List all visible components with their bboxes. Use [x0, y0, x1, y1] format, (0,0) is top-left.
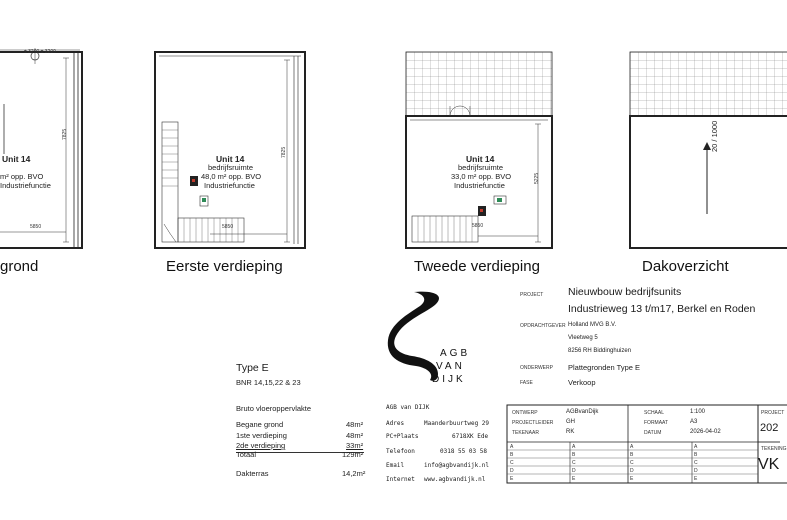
client-address1: Vleetweg 5	[568, 335, 598, 341]
plan1-dim-height: 7825	[62, 128, 68, 140]
contact-key-2: Telefoon	[386, 448, 415, 455]
contact-value-3[interactable]: info@agbvandijk.nl	[424, 462, 490, 469]
plan2-function: Industriefunctie	[204, 181, 255, 190]
bvo-row-value-1: 48m²	[346, 431, 364, 440]
plan-tweede-verdieping	[398, 44, 558, 252]
plan1-function: Industriefunctie	[0, 181, 51, 190]
bvo-total-value: 129m²	[342, 450, 364, 459]
tb-tekening-label: TEKENING	[761, 446, 787, 452]
logo-text-dijk: DIJK	[432, 374, 466, 385]
tb-row-a-4: A	[694, 444, 698, 450]
plan3-dim-width: 5850	[472, 223, 484, 229]
plan1-dim-top: ± 3200 ± 3200	[24, 49, 56, 55]
tb-row-a-2: A	[572, 444, 576, 450]
client-label: OPDRACHTGEVER	[520, 323, 566, 329]
contact-key-3: Email	[386, 462, 405, 469]
logo-text-agb: AGB	[440, 348, 471, 359]
tb-row-c-3: C	[630, 460, 634, 466]
tb-schaal-label: SCHAAL	[644, 410, 665, 416]
tb-row-e-2: E	[572, 476, 576, 482]
bvo-row-value-2: 33m²	[346, 441, 364, 450]
tb-row-d-3: D	[630, 468, 634, 474]
tb-row-c-2: C	[572, 460, 576, 466]
tb-project-number: 202	[760, 422, 779, 434]
plan1-unit: Unit 14	[2, 154, 31, 164]
plan1-dim-width: 5850	[30, 224, 42, 230]
plan1-bvo: m² opp. BVO	[0, 172, 44, 181]
contact-value-2: 0318 55 03 58	[440, 448, 487, 455]
phase: Verkoop	[568, 378, 596, 387]
caption-eerste-verdieping: Eerste verdieping	[166, 258, 283, 275]
tb-row-d-2: D	[572, 468, 576, 474]
bvo-row-label-1: 1ste verdieping	[236, 431, 287, 440]
tb-row-d-1: D	[510, 468, 514, 474]
terrace-value: 14,2m²	[342, 469, 366, 478]
plan2-dim-height: 7825	[281, 146, 287, 158]
tb-row-c-1: C	[510, 460, 514, 466]
plan2-type: bedrijfsruimte	[208, 163, 254, 172]
bvo-total-label: Totaal	[236, 450, 257, 459]
logo-text-van: VAN	[436, 361, 465, 372]
plan3-unit: Unit 14	[466, 154, 495, 164]
plan2-bvo: 48,0 m² opp. BVO	[201, 172, 262, 181]
tb-row-a-1: A	[510, 444, 514, 450]
contact-key-0: Adres	[386, 420, 405, 427]
contact-value-1: 6718XK Ede	[452, 433, 489, 440]
plan-dakoverzicht	[622, 44, 780, 252]
tb-row-b-2: B	[572, 452, 576, 458]
tb-row-e-1: E	[510, 476, 514, 482]
bvo-row-label-2: 2de verdieping	[236, 441, 286, 450]
subject: Plattegronden Type E	[568, 363, 640, 372]
plan-begane-grond	[0, 44, 92, 250]
tb-row-e-4: E	[694, 476, 698, 482]
type-label: Type E	[236, 362, 269, 374]
tb-row-d-4: D	[694, 468, 698, 474]
plan3-bvo: 33,0 m² opp. BVO	[451, 172, 512, 181]
tb-row-c-4: C	[694, 460, 698, 466]
project-line2: Industrieweg 13 t/m17, Berkel en Roden	[568, 303, 756, 315]
tb-ontwerp: AGBvanDijk	[566, 409, 599, 415]
terrace-label: Dakterras	[236, 469, 269, 478]
tb-tekenaar: RK	[566, 429, 575, 435]
tb-schaal: 1:100	[690, 409, 706, 415]
plan3-function: Industriefunctie	[454, 181, 505, 190]
plan2-dim-width: 5850	[222, 224, 234, 230]
subject-label: ONDERWERP	[520, 365, 553, 371]
plan3-dim-height: 5225	[534, 172, 540, 184]
titleblock-grid	[506, 404, 780, 484]
tb-project-label: PROJECT	[761, 410, 785, 416]
tb-row-e-3: E	[630, 476, 634, 482]
plan4-slope: 20 / 1000	[710, 120, 719, 152]
project-label: PROJECT	[520, 292, 544, 298]
tb-tekening-number: VK	[758, 456, 780, 473]
caption-begane-grond: grond	[0, 258, 39, 275]
plan2-unit: Unit 14	[216, 154, 245, 164]
tb-row-b-3: B	[630, 452, 634, 458]
caption-dakoverzicht: Dakoverzicht	[642, 258, 729, 275]
bnr-label: BNR 14,15,22 & 23	[236, 378, 301, 387]
tb-row-a-3: A	[630, 444, 634, 450]
tb-projectleider-label: PROJECTLEIDER	[512, 420, 554, 426]
project-line1: Nieuwbouw bedrijfsunits	[568, 286, 682, 298]
plan3-type: bedrijfsruimte	[458, 163, 504, 172]
tb-formaat: A3	[690, 419, 698, 425]
tb-ontwerp-label: ONTWERP	[512, 410, 538, 416]
client-name: Holland MVG B.V.	[568, 322, 617, 328]
contact-name: AGB van DIJK	[386, 404, 430, 411]
contact-value-0: Maanderbuurtweg 29	[424, 420, 490, 427]
bvo-row-value-0: 48m²	[346, 420, 364, 429]
tb-datum-label: DATUM	[644, 430, 662, 436]
contact-value-4[interactable]: www.agbvandijk.nl	[424, 476, 486, 483]
tb-row-b-4: B	[694, 452, 698, 458]
client-address2: 8256 RH Biddinghuizen	[568, 348, 632, 354]
tb-tekenaar-label: TEKENAAR	[512, 430, 539, 436]
phase-label: FASE	[520, 380, 533, 386]
tb-projectleider: GH	[566, 419, 575, 425]
bvo-title: Bruto vloeroppervlakte	[236, 404, 312, 413]
contact-key-1: PC+Plaats	[386, 433, 419, 440]
contact-key-4: Internet	[386, 476, 415, 483]
tb-datum: 2026-04-02	[690, 429, 721, 435]
bvo-row-label-0: Begane grond	[236, 420, 284, 429]
caption-tweede-verdieping: Tweede verdieping	[414, 258, 540, 275]
tb-formaat-label: FORMAAT	[644, 420, 669, 426]
tb-row-b-1: B	[510, 452, 514, 458]
